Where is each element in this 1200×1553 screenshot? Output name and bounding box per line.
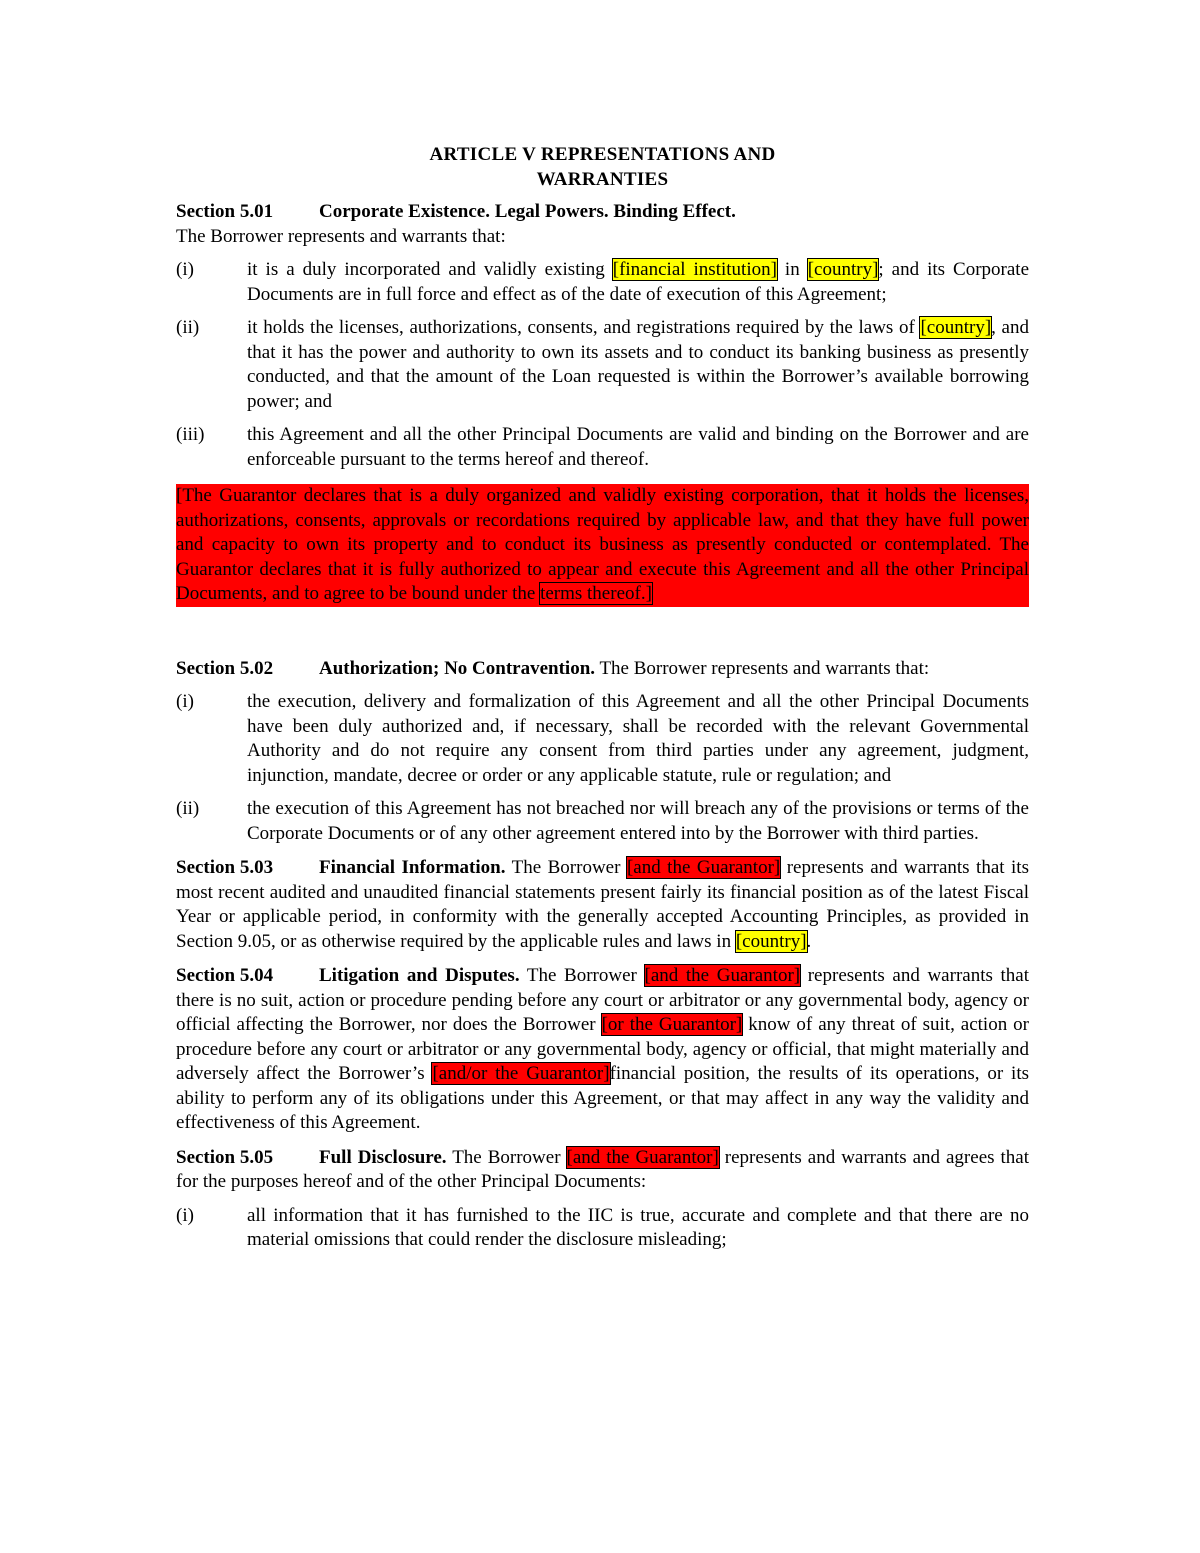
item-text: it is a duly incorporated and validly existing [financial institution] in [country]; and its Corporate Documents are in full force and effect as of the date of execution of this Agreement; xyxy=(247,259,1030,305)
guarantor-highlight: [and the Guarantor] xyxy=(626,857,781,878)
spacer xyxy=(176,607,1029,657)
section-5-04: Section 5.04 Litigation and Disputes. The Borrower [and the Guarantor] represents and warrants that there is no suit, action or procedure pending before any court or arbitrator or any governmental body, agency or official affecting the Borrower, nor does the Borrower [or the Guarantor] know of any threat of suit, action or procedure before any court or arbitrator or any governmental body, agency or official, that might materially and adversely affect the Borrower’s [and/or the Guarantor]financial position, the results of its operations, or its ability to perform any of its obligations under this Agreement, or that may affect in any way the validity and effectiveness of this Agreement. xyxy=(176,965,1030,1133)
section-number: Section 5.04 xyxy=(176,965,274,986)
section-heading: Full Disclosure. xyxy=(319,1146,447,1168)
guarantor-highlight: [or the Guarantor] xyxy=(601,1014,743,1035)
list-item xyxy=(176,423,1029,472)
item-text: the execution, delivery and formalization of this Agreement and all the other Principal Documents have been duly authorized and, if necessary, shall be recorded with the relevant Governmental Authority and do not require any consent from third parties under any agreement, judgment, injunction, mandate, decree or order or any applicable statute, rule or regulation; and xyxy=(247,691,1029,786)
guarantor-clause-highlight: [The Guarantor declares that is a duly organized and validly existing corporation, that it holds the licenses, authorizations, consents, approvals or recordations required by applicable law, and that they have full power and capacity to own its property and to conduct its business as presently conducted or contemplated. The Guarantor declares that it is fully authorized to appear and execute this Agreement and all the other Principal Documents, and to agree to be bound under the terms thereof.] xyxy=(176,484,1029,607)
section-number: Section 5.05 xyxy=(176,1146,274,1168)
list-item xyxy=(176,690,1029,788)
item-text: all information that it has furnished to the IIC is true, accurate and complete and that there are no material omissions that could render the disclosure misleading; xyxy=(247,1204,1029,1250)
section-number: Section 5.02 xyxy=(176,657,274,679)
item-number: (i) xyxy=(176,1204,194,1226)
section-heading: Authorization; No Contravention. xyxy=(319,657,596,679)
article-title xyxy=(176,142,1029,192)
item-number: (ii) xyxy=(176,317,200,338)
item-text: it holds the licenses, authorizations, consents, and registrations required by the laws of [country], and that it has the power and authority to own its assets and to conduct its banking business as presently conducted, and that the amount of the Loan requested is within the Borrower’s available borrowing power; and xyxy=(247,317,1029,412)
item-number: (ii) xyxy=(176,798,200,819)
guarantor-highlight: [and the Guarantor] xyxy=(566,1146,719,1168)
article-title-line-2: WARRANTIES xyxy=(536,169,669,190)
section-heading: Financial Information. xyxy=(319,857,506,878)
list-item xyxy=(176,1204,1029,1253)
item-number: (iii) xyxy=(176,424,205,445)
section-intro: The Borrower represents and warrants that: xyxy=(176,225,506,247)
section-heading: Corporate Existence. Legal Powers. Binding Effect. xyxy=(319,201,736,222)
section-5-03: Section 5.03 Financial Information. The Borrower [and the Guarantor] represents and warrants that its most recent audited and unaudited financial statements present fairly its financial position as of the latest Fiscal Year or applicable period, in conformity with the generally accepted Accounting Principles, as provided in Section 9.05, or as otherwise required by the applicable rules and laws in [country]. xyxy=(176,857,1029,952)
section-intro: The Borrower represents and warrants that: xyxy=(595,657,930,679)
placeholder-highlight: [country] xyxy=(920,317,992,338)
list-item xyxy=(176,797,1029,846)
item-text: the execution of this Agreement has not breached nor will breach any of the provisions or terms of the Corporate Documents or of any other agreement entered into by the Borrower with third parties. xyxy=(247,798,1029,844)
article-title-line-1: ARTICLE V REPRESENTATIONS AND xyxy=(429,144,776,165)
section-5-01-header xyxy=(176,200,1029,225)
list-item xyxy=(176,258,1029,307)
section-number: Section 5.03 xyxy=(176,857,274,878)
guarantor-highlight: [and/or the Guarantor] xyxy=(432,1063,610,1084)
placeholder-highlight: [country] xyxy=(735,930,807,952)
section-heading: Litigation and Disputes. xyxy=(319,965,520,986)
placeholder-highlight: [financial institution] xyxy=(612,259,777,280)
section-number: Section 5.01 xyxy=(176,201,274,222)
item-number: (i) xyxy=(176,691,194,712)
item-number: (i) xyxy=(176,259,194,280)
document-body xyxy=(176,142,1029,1253)
guarantor-highlight: [and the Guarantor] xyxy=(644,965,801,986)
list-item xyxy=(176,316,1029,414)
section-5-02-header xyxy=(176,657,1029,682)
section-5-05: Section 5.05 Full Disclosure. The Borrower [and the Guarantor] represents and warrants and agrees that for the purposes hereof and of the other Principal Documents: xyxy=(176,1146,1029,1192)
placeholder-highlight: [country] xyxy=(807,259,879,280)
item-text: this Agreement and all the other Principal Documents are valid and binding on the Borrower and are enforceable pursuant to the terms hereof and thereof. xyxy=(247,424,1029,470)
